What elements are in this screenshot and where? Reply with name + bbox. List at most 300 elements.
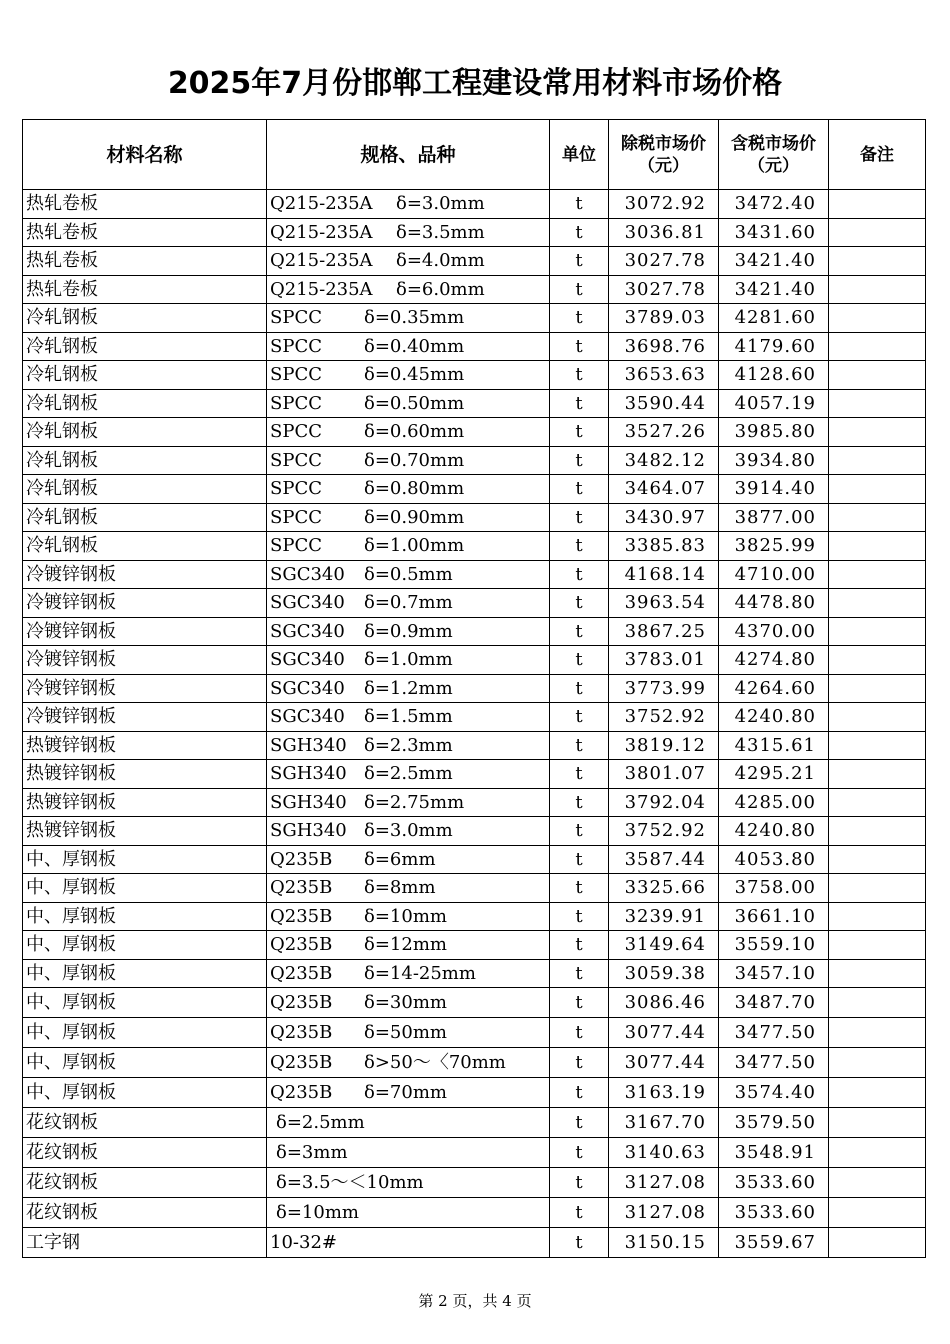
spec-cell: [267, 589, 550, 618]
unit-cell: t: [550, 1198, 609, 1228]
price-inc-tax-cell: 3431.60: [719, 218, 829, 247]
unit-cell: t: [550, 418, 609, 447]
spec-cell: [267, 503, 550, 532]
header-spec: 规格、品种: [267, 120, 550, 190]
unit-cell: t: [550, 1138, 609, 1168]
table-row: [23, 589, 926, 618]
remark-cell: [829, 190, 926, 219]
table-row: [23, 304, 926, 333]
price-ex-tax-cell: 4168.14: [609, 560, 719, 589]
table-row: [23, 389, 926, 418]
spec-grade: SPCC: [270, 307, 322, 329]
material-name-cell: 冷轧钢板: [23, 503, 267, 532]
spec-cell: [267, 1228, 550, 1258]
spec-grade: Q235B: [270, 877, 333, 899]
table-row: [23, 1138, 926, 1168]
spec-cell: [267, 988, 550, 1018]
spec-cell: [267, 560, 550, 589]
table-row: [23, 874, 926, 903]
remark-cell: [829, 332, 926, 361]
material-name-cell: 冷镀锌钢板: [23, 560, 267, 589]
spec-thickness: δ=0.60mm: [364, 421, 465, 443]
spec-cell: [267, 617, 550, 646]
spec-thickness: δ=0.70mm: [364, 449, 465, 471]
material-name-cell: 热轧卷板: [23, 247, 267, 276]
spec-grade: Q235B: [270, 848, 333, 870]
price-ex-tax-cell: 3430.97: [609, 503, 719, 532]
unit-cell: t: [550, 731, 609, 760]
remark-cell: [829, 845, 926, 874]
price-inc-tax-cell: 4710.00: [719, 560, 829, 589]
table-row: [23, 446, 926, 475]
material-name-cell: 中、厚钢板: [23, 959, 267, 988]
table-row: [23, 646, 926, 675]
material-name-cell: 冷镀锌钢板: [23, 703, 267, 732]
spec-cell: [267, 304, 550, 333]
spec-grade: Q215-235A: [270, 250, 373, 272]
price-inc-tax-cell: 4478.80: [719, 589, 829, 618]
spec-grade: SGC340: [270, 706, 345, 728]
table-row: [23, 1228, 926, 1258]
price-ex-tax-cell: 3077.44: [609, 1048, 719, 1078]
price-inc-tax-cell: 4281.60: [719, 304, 829, 333]
table-row: [23, 1108, 926, 1138]
price-ex-tax-cell: 3325.66: [609, 874, 719, 903]
material-name-cell: 热轧卷板: [23, 275, 267, 304]
price-inc-tax-cell: 3472.40: [719, 190, 829, 219]
material-name-cell: 热镀锌钢板: [23, 731, 267, 760]
price-inc-tax-cell: 3661.10: [719, 902, 829, 931]
spec-thickness: δ=2.3mm: [364, 734, 453, 756]
price-ex-tax-cell: 3801.07: [609, 760, 719, 789]
price-inc-tax-cell: 3579.50: [719, 1108, 829, 1138]
spec-thickness: δ=2.5mm: [364, 763, 453, 785]
price-inc-tax-cell: 4179.60: [719, 332, 829, 361]
price-inc-tax-cell: 4240.80: [719, 703, 829, 732]
material-name-cell: 中、厚钢板: [23, 845, 267, 874]
remark-cell: [829, 1228, 926, 1258]
price-ex-tax-cell: 3127.08: [609, 1168, 719, 1198]
spec-cell: [267, 361, 550, 390]
price-inc-tax-cell: 3421.40: [719, 275, 829, 304]
unit-cell: t: [550, 247, 609, 276]
material-name-cell: 冷轧钢板: [23, 532, 267, 561]
price-ex-tax-cell: 3149.64: [609, 931, 719, 960]
price-ex-tax-cell: 3072.92: [609, 190, 719, 219]
spec-grade: SGC340: [270, 677, 345, 699]
table-header-row: [23, 120, 926, 190]
table-row: [23, 760, 926, 789]
spec-grade: Q235B: [270, 962, 333, 984]
price-ex-tax-cell: 3773.99: [609, 674, 719, 703]
material-name-cell: 热轧卷板: [23, 190, 267, 219]
table-row: [23, 845, 926, 874]
spec-grade: Q235B: [270, 905, 333, 927]
remark-cell: [829, 959, 926, 988]
unit-cell: t: [550, 190, 609, 219]
spec-cell: [267, 418, 550, 447]
table-row: [23, 475, 926, 504]
spec-thickness: δ=6mm: [364, 848, 436, 870]
price-inc-tax-cell: 3421.40: [719, 247, 829, 276]
table-row: [23, 817, 926, 846]
material-name-cell: 冷镀锌钢板: [23, 674, 267, 703]
spec-cell: [267, 1108, 550, 1138]
spec-grade: SGH340: [270, 820, 347, 842]
spec-thickness: δ=50mm: [364, 1022, 447, 1043]
table-row: [23, 902, 926, 931]
spec-grade: SGH340: [270, 791, 347, 813]
spec-thickness: δ=0.80mm: [364, 478, 465, 500]
material-name-cell: 冷轧钢板: [23, 475, 267, 504]
price-ex-tax-cell: 3127.08: [609, 1198, 719, 1228]
spec-cell: [267, 1048, 550, 1078]
spec-grade: Q235B: [270, 1052, 333, 1073]
table-row: [23, 1048, 926, 1078]
remark-cell: [829, 988, 926, 1018]
spec-grade: SPCC: [270, 535, 322, 557]
table-row: [23, 1018, 926, 1048]
price-ex-tax-cell: 3752.92: [609, 817, 719, 846]
price-ex-tax-cell: 3783.01: [609, 646, 719, 675]
spec-thickness: δ=14-25mm: [364, 962, 476, 984]
remark-cell: [829, 703, 926, 732]
price-inc-tax-cell: 4370.00: [719, 617, 829, 646]
table-row: [23, 931, 926, 960]
unit-cell: t: [550, 874, 609, 903]
spec-cell: [267, 475, 550, 504]
remark-cell: [829, 589, 926, 618]
material-name-cell: 花纹钢板: [23, 1168, 267, 1198]
material-name-cell: 冷轧钢板: [23, 446, 267, 475]
unit-cell: t: [550, 760, 609, 789]
price-ex-tax-cell: 3163.19: [609, 1078, 719, 1108]
spec-cell: [267, 902, 550, 931]
price-inc-tax-cell: 3914.40: [719, 475, 829, 504]
price-ex-tax-cell: 3590.44: [609, 389, 719, 418]
spec-thickness: δ=70mm: [364, 1082, 447, 1103]
spec-grade: Q235B: [270, 1022, 333, 1043]
price-inc-tax-cell: 4295.21: [719, 760, 829, 789]
material-name-cell: 中、厚钢板: [23, 902, 267, 931]
unit-cell: t: [550, 1078, 609, 1108]
spec-grade: Q235B: [270, 992, 333, 1013]
material-name-cell: 热镀锌钢板: [23, 817, 267, 846]
spec-cell: [267, 446, 550, 475]
table-row: [23, 731, 926, 760]
price-inc-tax-cell: 4285.00: [719, 788, 829, 817]
spec-grade: 10-32#: [270, 1232, 337, 1253]
spec-cell: [267, 845, 550, 874]
unit-cell: t: [550, 617, 609, 646]
remark-cell: [829, 760, 926, 789]
remark-cell: [829, 646, 926, 675]
price-inc-tax-cell: 4264.60: [719, 674, 829, 703]
price-ex-tax-cell: 3027.78: [609, 247, 719, 276]
remark-cell: [829, 1048, 926, 1078]
spec-thickness: δ=2.5mm: [276, 1112, 365, 1133]
price-ex-tax-cell: 3027.78: [609, 275, 719, 304]
spec-grade: SPCC: [270, 506, 322, 528]
header-material-name: 材料名称: [23, 120, 267, 190]
price-inc-tax-cell: 3477.50: [719, 1048, 829, 1078]
header-price-inc-tax-line1: 含税市场价: [731, 133, 816, 154]
material-name-cell: 中、厚钢板: [23, 1078, 267, 1108]
remark-cell: [829, 1138, 926, 1168]
spec-grade: Q235B: [270, 1082, 333, 1103]
remark-cell: [829, 503, 926, 532]
unit-cell: t: [550, 959, 609, 988]
spec-thickness: δ=3.5～＜10mm: [276, 1172, 424, 1193]
price-inc-tax-cell: 3559.10: [719, 931, 829, 960]
spec-thickness: δ=3.0mm: [364, 820, 453, 842]
material-name-cell: 中、厚钢板: [23, 874, 267, 903]
spec-cell: [267, 1138, 550, 1168]
remark-cell: [829, 617, 926, 646]
spec-cell: [267, 760, 550, 789]
remark-cell: [829, 218, 926, 247]
spec-thickness: δ=1.00mm: [364, 535, 465, 557]
material-name-cell: 冷镀锌钢板: [23, 589, 267, 618]
unit-cell: t: [550, 646, 609, 675]
spec-thickness: δ=4.0mm: [396, 250, 485, 272]
header-price-inc-tax-line2: （元）: [748, 155, 799, 176]
price-inc-tax-cell: 3934.80: [719, 446, 829, 475]
remark-cell: [829, 247, 926, 276]
spec-cell: [267, 874, 550, 903]
unit-cell: t: [550, 1168, 609, 1198]
material-name-cell: 花纹钢板: [23, 1108, 267, 1138]
remark-cell: [829, 1108, 926, 1138]
spec-cell: [267, 532, 550, 561]
remark-cell: [829, 731, 926, 760]
spec-thickness: δ=0.5mm: [364, 563, 453, 585]
spec-thickness: δ=1.2mm: [364, 677, 453, 699]
remark-cell: [829, 931, 926, 960]
spec-cell: [267, 275, 550, 304]
price-inc-tax-cell: 3477.50: [719, 1018, 829, 1048]
unit-cell: t: [550, 1048, 609, 1078]
spec-grade: SGH340: [270, 763, 347, 785]
price-ex-tax-cell: 3963.54: [609, 589, 719, 618]
spec-grade: Q235B: [270, 934, 333, 956]
spec-thickness: δ=0.50mm: [364, 392, 465, 414]
spec-grade: SPCC: [270, 392, 322, 414]
spec-cell: [267, 332, 550, 361]
material-name-cell: 冷轧钢板: [23, 361, 267, 390]
remark-cell: [829, 446, 926, 475]
spec-thickness: δ=0.40mm: [364, 335, 465, 357]
unit-cell: t: [550, 332, 609, 361]
header-unit: 单位: [550, 120, 609, 190]
spec-cell: [267, 1198, 550, 1228]
table-row: [23, 218, 926, 247]
price-inc-tax-cell: 4053.80: [719, 845, 829, 874]
price-inc-tax-cell: 4128.60: [719, 361, 829, 390]
spec-grade: Q215-235A: [270, 278, 373, 300]
material-name-cell: 热镀锌钢板: [23, 788, 267, 817]
spec-grade: SPCC: [270, 335, 322, 357]
price-ex-tax-cell: 3059.38: [609, 959, 719, 988]
spec-thickness: δ=10mm: [276, 1202, 359, 1223]
price-ex-tax-cell: 3482.12: [609, 446, 719, 475]
remark-cell: [829, 902, 926, 931]
remark-cell: [829, 304, 926, 333]
material-name-cell: 冷轧钢板: [23, 332, 267, 361]
unit-cell: t: [550, 1108, 609, 1138]
remark-cell: [829, 389, 926, 418]
price-ex-tax-cell: 3150.15: [609, 1228, 719, 1258]
spec-cell: [267, 389, 550, 418]
price-ex-tax-cell: 3239.91: [609, 902, 719, 931]
price-inc-tax-cell: 3574.40: [719, 1078, 829, 1108]
material-name-cell: 冷镀锌钢板: [23, 617, 267, 646]
table-body: [23, 190, 926, 1258]
table-row: [23, 674, 926, 703]
price-table: [22, 119, 926, 1258]
price-ex-tax-cell: 3036.81: [609, 218, 719, 247]
unit-cell: t: [550, 446, 609, 475]
unit-cell: t: [550, 275, 609, 304]
table-row: [23, 560, 926, 589]
header-price-ex-tax-line2: （元）: [638, 155, 689, 176]
price-ex-tax-cell: 3167.70: [609, 1108, 719, 1138]
remark-cell: [829, 1078, 926, 1108]
spec-thickness: δ=1.0mm: [364, 649, 453, 671]
material-name-cell: 中、厚钢板: [23, 931, 267, 960]
spec-thickness: δ=0.45mm: [364, 364, 465, 386]
table-row: [23, 532, 926, 561]
unit-cell: t: [550, 361, 609, 390]
unit-cell: t: [550, 788, 609, 817]
unit-cell: t: [550, 389, 609, 418]
price-ex-tax-cell: 3587.44: [609, 845, 719, 874]
spec-cell: [267, 1018, 550, 1048]
remark-cell: [829, 532, 926, 561]
price-inc-tax-cell: 4240.80: [719, 817, 829, 846]
price-ex-tax-cell: 3385.83: [609, 532, 719, 561]
remark-cell: [829, 1168, 926, 1198]
spec-cell: [267, 190, 550, 219]
material-name-cell: 花纹钢板: [23, 1198, 267, 1228]
spec-thickness: δ>50～〈70mm: [364, 1052, 506, 1073]
spec-thickness: δ=1.5mm: [364, 706, 453, 728]
remark-cell: [829, 674, 926, 703]
price-inc-tax-cell: 4057.19: [719, 389, 829, 418]
spec-thickness: δ=6.0mm: [396, 278, 485, 300]
page-footer: 第 2 页，共 4 页: [418, 1292, 532, 1310]
spec-thickness: δ=2.75mm: [364, 791, 465, 813]
spec-cell: [267, 1078, 550, 1108]
price-inc-tax-cell: 3758.00: [719, 874, 829, 903]
table-row: [23, 275, 926, 304]
price-inc-tax-cell: 4315.61: [719, 731, 829, 760]
unit-cell: t: [550, 1018, 609, 1048]
material-name-cell: 冷镀锌钢板: [23, 646, 267, 675]
unit-cell: t: [550, 931, 609, 960]
price-inc-tax-cell: 3985.80: [719, 418, 829, 447]
price-ex-tax-cell: 3077.44: [609, 1018, 719, 1048]
table-row: [23, 1078, 926, 1108]
remark-cell: [829, 1018, 926, 1048]
spec-grade: Q215-235A: [270, 193, 373, 215]
material-name-cell: 冷轧钢板: [23, 304, 267, 333]
spec-thickness: δ=30mm: [364, 992, 447, 1013]
header-remark: 备注: [829, 120, 926, 190]
unit-cell: t: [550, 703, 609, 732]
price-ex-tax-cell: 3819.12: [609, 731, 719, 760]
spec-thickness: δ=3.0mm: [396, 193, 485, 215]
spec-grade: SGC340: [270, 563, 345, 585]
spec-thickness: δ=0.7mm: [364, 592, 453, 614]
spec-cell: [267, 788, 550, 817]
price-inc-tax-cell: 3533.60: [719, 1168, 829, 1198]
spec-grade: Q215-235A: [270, 221, 373, 243]
table-row: [23, 361, 926, 390]
table-row: [23, 1198, 926, 1228]
table-row: [23, 1168, 926, 1198]
unit-cell: t: [550, 988, 609, 1018]
price-inc-tax-cell: 3825.99: [719, 532, 829, 561]
spec-grade: SGC340: [270, 649, 345, 671]
unit-cell: t: [550, 1228, 609, 1258]
spec-grade: SGC340: [270, 620, 345, 642]
spec-cell: [267, 959, 550, 988]
material-name-cell: 冷轧钢板: [23, 418, 267, 447]
price-inc-tax-cell: 3877.00: [719, 503, 829, 532]
price-ex-tax-cell: 3527.26: [609, 418, 719, 447]
material-name-cell: 花纹钢板: [23, 1138, 267, 1168]
header-price-ex-tax-line1: 除税市场价: [621, 133, 706, 154]
price-inc-tax-cell: 3548.91: [719, 1138, 829, 1168]
unit-cell: t: [550, 674, 609, 703]
material-name-cell: 中、厚钢板: [23, 1048, 267, 1078]
unit-cell: t: [550, 304, 609, 333]
material-name-cell: 热轧卷板: [23, 218, 267, 247]
remark-cell: [829, 874, 926, 903]
price-inc-tax-cell: 3487.70: [719, 988, 829, 1018]
table-row: [23, 617, 926, 646]
material-name-cell: 中、厚钢板: [23, 988, 267, 1018]
remark-cell: [829, 275, 926, 304]
spec-thickness: δ=3.5mm: [396, 221, 485, 243]
unit-cell: t: [550, 532, 609, 561]
unit-cell: t: [550, 560, 609, 589]
material-name-cell: 热镀锌钢板: [23, 760, 267, 789]
table-row: [23, 418, 926, 447]
remark-cell: [829, 418, 926, 447]
price-inc-tax-cell: 3533.60: [719, 1198, 829, 1228]
price-ex-tax-cell: 3789.03: [609, 304, 719, 333]
unit-cell: t: [550, 503, 609, 532]
table-row: [23, 503, 926, 532]
table-row: [23, 988, 926, 1018]
header-price-ex-tax: [609, 120, 719, 190]
remark-cell: [829, 475, 926, 504]
spec-thickness: δ=0.35mm: [364, 307, 465, 329]
spec-cell: [267, 931, 550, 960]
spec-cell: [267, 703, 550, 732]
unit-cell: t: [550, 218, 609, 247]
price-inc-tax-cell: 4274.80: [719, 646, 829, 675]
remark-cell: [829, 560, 926, 589]
material-name-cell: 冷轧钢板: [23, 389, 267, 418]
spec-thickness: δ=10mm: [364, 905, 447, 927]
spec-cell: [267, 218, 550, 247]
material-name-cell: 中、厚钢板: [23, 1018, 267, 1048]
table-row: [23, 190, 926, 219]
spec-cell: [267, 817, 550, 846]
